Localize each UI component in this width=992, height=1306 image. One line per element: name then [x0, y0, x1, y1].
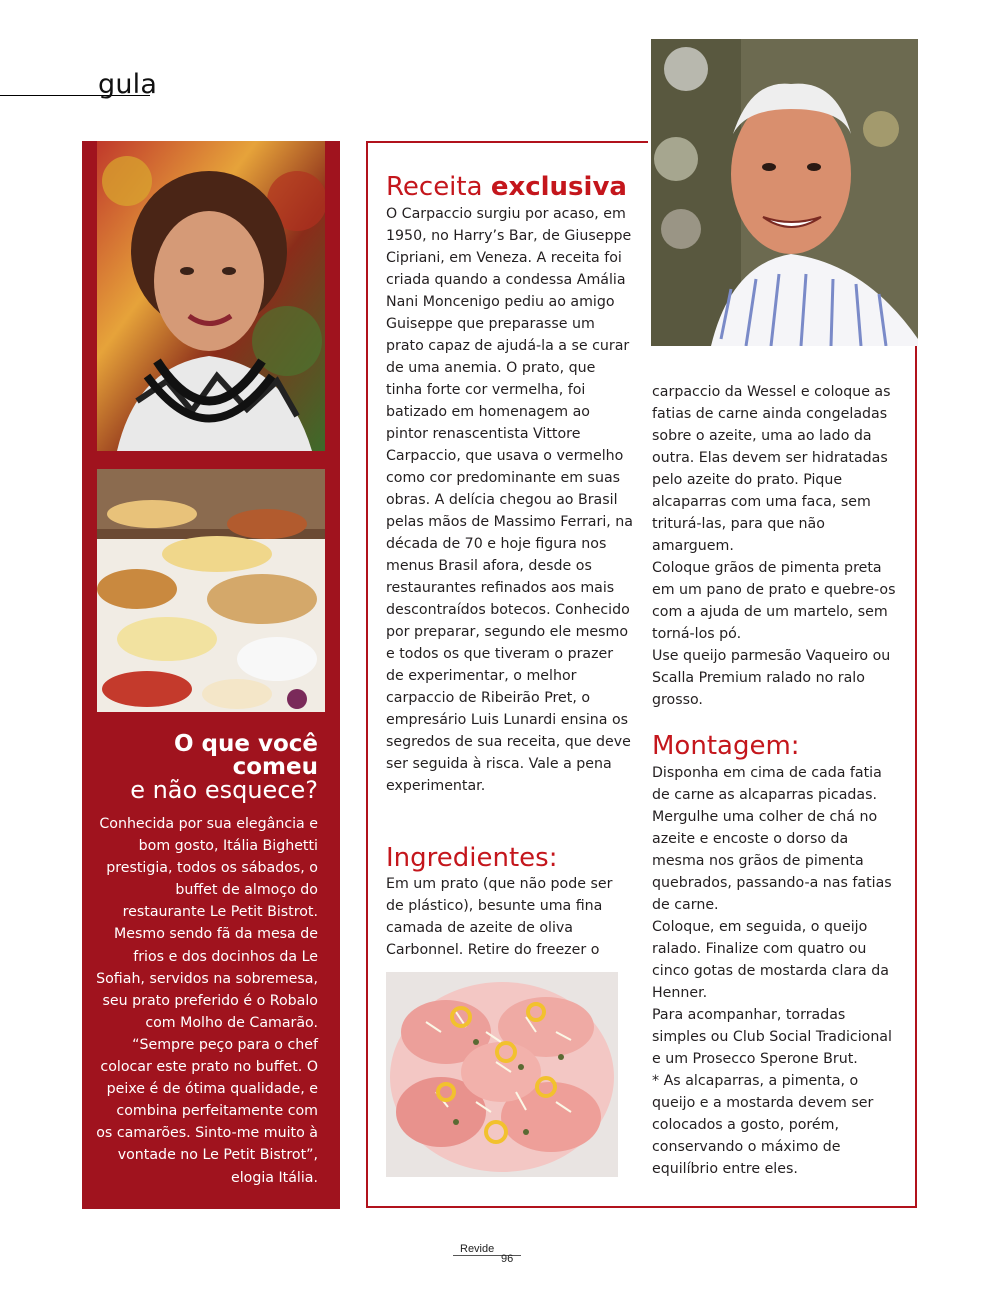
recipe-intro-text: O Carpaccio surgiu por acaso, em 1950, no Harry’s Bar, de Giuseppe Cipriani, em Veneza. A receita foi criada quando a condessa Amália Nani Moncenigo pediu ao amigo Guiseppe que preparasse um prato capaz de ajudá-la a se curar de uma anemia. O prato, que tinha forte cor vermelha, foi batizado em homenagem ao pintor renascentista Vittore Carpaccio, que usava o vermelho como cor predominante em suas obras. A delícia chegou ao Brasil pelas mãos de Massimo Ferrari, na década de 70 e hoje figura nos menus Brasil afora, desde os restaurantes refinados aos mais descontraídos botecos. Conhecido por preparar, segundo ele mesmo e todos os que tiveram o prazer de experimentar, o melhor carpaccio de Ribeirão Pret, o empresário Luis Lunardi ensina os segredos de sua receita, que deve ser seguida à risca. Vale a pena experimentar. — [386, 206, 633, 794]
sidebar-heading — [100, 733, 318, 802]
section-label: gula — [98, 69, 158, 100]
assembly-text: Disponha em cima de cada fatia de carne as alcaparras picadas. Mergulhe uma colher de chá no azeite e encoste o dorso da mesma nos grãos de pimenta quebrados, passando-a nas fatias de carne. Coloque, em seguida, o queijo ralado. Finalize com quatro ou cinco gotas de mostarda clara da Henner. Para acompanhar, torradas simples ou Club Social Tradicional e um Prosecco Sperone Brut. * As alcaparras, a pimenta, o queijo e a mostarda devem ser colocados a gosto, porém, conservando o máximo de equilíbrio entre eles. — [652, 765, 892, 1177]
footer-magazine-name: Revide — [460, 1243, 495, 1255]
sidebar-heading-line3: e não esquece? — [130, 776, 318, 804]
recipe-continued-text: carpaccio da Wessel e coloque as fatias de carne ainda congeladas sobre o azeite, uma ao lado da outra. Elas devem ser hidratadas pelo azeite do prato. Pique alcaparras com uma faca, sem triturá-las, para que não amarguem. Coloque grãos de pimenta preta em um pano de prato e quebre-os com a ajuda de um martelo, sem torná-los pó. Use queijo parmesão Vaqueiro ou Scalla Premium ralado no ralo grosso. — [652, 384, 896, 708]
recipe-title-bold: exclusiva — [490, 172, 627, 202]
portrait-photo-man — [651, 39, 918, 346]
sidebar-heading-line1: O que você — [173, 731, 318, 757]
ingredients-heading: Ingredientes: — [386, 843, 558, 873]
portrait-photo-woman — [97, 141, 325, 451]
carpaccio-photo — [386, 972, 618, 1177]
recipe-title — [386, 172, 627, 202]
assembly-heading: Montagem: — [652, 731, 800, 761]
sidebar-heading-line2: comeu — [232, 754, 318, 780]
sidebar-body-text: Conhecida por sua elegância e bom gosto, Itália Bighetti prestigia, todos os sábados, o buffet de almoço do restaurante Le Petit Bistrot. Mesmo sendo fã da mesa de frios e dos docinhos da Le Sofiah, servidos na sobremesa, seu prato preferido é o Robalo com Molho de Camarão. “Sempre peço para o chef colocar este prato no buffet. O peixe é de ótima qualidade, e combina perfeitamente com os camarões. Sinto-me muito à vontade no Le Petit Bistrot”, elogia Itália. — [96, 816, 318, 1186]
recipe-title-regular: Receita — [386, 172, 483, 202]
footer-page-number: 96 — [501, 1253, 514, 1265]
buffet-photo — [97, 469, 325, 712]
ingredients-text: Em um prato (que não pode ser de plástico), besunte uma fina camada de azeite de oliva Carbonnel. Retire do freezer o — [386, 876, 613, 958]
